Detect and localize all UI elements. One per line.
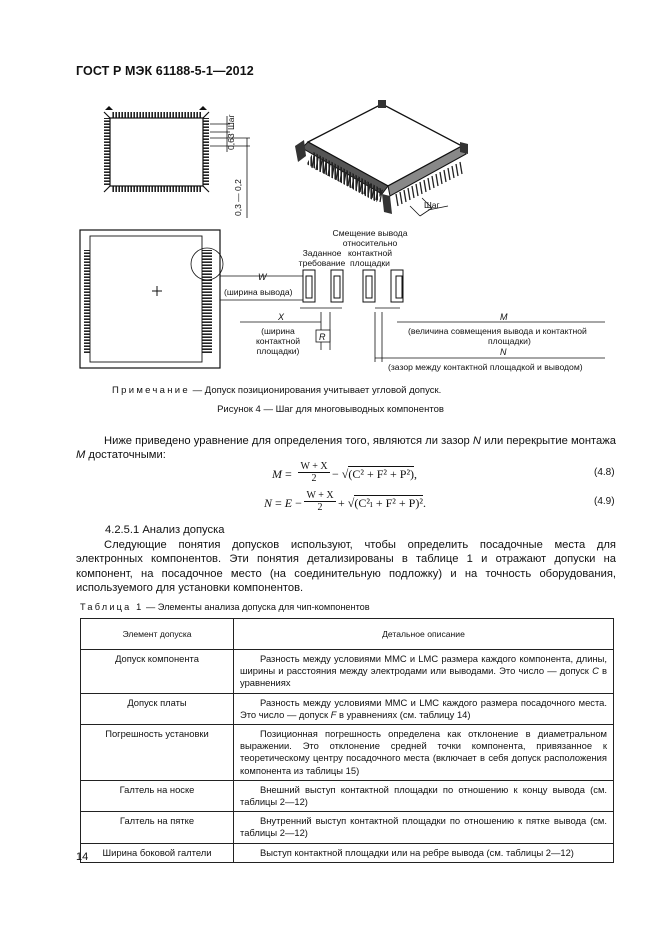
table-row bbox=[81, 812, 614, 843]
table-header-cell: Элемент допуска bbox=[81, 619, 234, 650]
figure-note bbox=[112, 385, 441, 396]
offset-title-4: площадки bbox=[350, 258, 390, 268]
w-label: W bbox=[258, 272, 267, 282]
pitch-dimension bbox=[210, 116, 250, 218]
table-row bbox=[81, 650, 614, 694]
table-cell-description: Выступ контактной площадки или на ребре вывода (см. таблицы 2—12) bbox=[234, 843, 614, 862]
offset-title-1: Смещение вывода bbox=[332, 228, 408, 238]
note-prefix: Примечание bbox=[112, 385, 190, 396]
pitch-value-label: 0,63 bbox=[226, 133, 236, 150]
table-cell-description: Позиционная погрешность определена как отклонение в диаметральном выражении. Это отклонение средней точки компонента, привязанное к теоретическому центру посадочного места (включает в себя допуск расположения компонента из таблицы 15) bbox=[234, 725, 614, 781]
required-label-1: Заданное bbox=[302, 248, 342, 258]
x-desc-2: контактной bbox=[255, 336, 301, 346]
offset-title-3: контактной bbox=[347, 248, 393, 258]
table-cell-element: Галтель на носке bbox=[81, 780, 234, 811]
x-label: X bbox=[278, 312, 285, 322]
m-desc-1: (величина совмещения вывода и контактной bbox=[408, 326, 587, 336]
table-header-cell: Детальное описание bbox=[234, 619, 614, 650]
intro-paragraph: Ниже приведено уравнение для определения того, являются ли зазор N или перекрытие монтажа M достаточными: bbox=[76, 435, 616, 462]
table-cell-description: Разность между условиями MMC и LMC размера каждого компонента, длины, ширины и расстояния между электродами или выводами. Это число — допуск C в уравнениях bbox=[234, 650, 614, 694]
qfp-isometric-view bbox=[295, 100, 468, 216]
table-header-row bbox=[81, 619, 614, 650]
section-paragraph: Следующие понятия допусков используют, чтобы определить посадочные места для электронных компонентов. Эти понятия детализированы в таблице 1 и отражают допуски на компонент, на посадочное место (на соединительную подложку) и на точность оборудования, используемого для установки компонентов. bbox=[76, 539, 616, 595]
figure-4-pitch-diagram bbox=[70, 90, 630, 380]
x-desc-3: площадки) bbox=[256, 346, 300, 356]
table-row bbox=[81, 780, 614, 811]
table-row bbox=[81, 693, 614, 724]
table-cell-element: Галтель на пятке bbox=[81, 812, 234, 843]
table-cell-element: Допуск компонента bbox=[81, 650, 234, 694]
large-qfp-top-view bbox=[80, 230, 223, 368]
equation-4-8-number: (4.8) bbox=[594, 467, 615, 478]
figure-caption: Рисунок 4 — Шаг для многовыводных компонентов bbox=[217, 404, 444, 415]
table-cell-element: Допуск платы bbox=[81, 693, 234, 724]
n-label: N bbox=[500, 347, 507, 357]
w-desc-label: (ширина вывода) bbox=[224, 287, 293, 297]
table-row bbox=[81, 843, 614, 862]
table-row bbox=[81, 725, 614, 781]
x-desc-1: (ширина bbox=[261, 326, 295, 336]
table-cell-description: Внешний выступ контактной площадки по отношению к концу вывода (см. таблицы 2—12) bbox=[234, 780, 614, 811]
tolerance-table bbox=[80, 618, 614, 863]
equation-4-9-number: (4.9) bbox=[594, 496, 615, 507]
table-cell-element: Погрешность установки bbox=[81, 725, 234, 781]
required-label-2: требование bbox=[298, 258, 346, 268]
n-desc-label: (зазор между контактной площадкой и выводом) bbox=[388, 362, 583, 372]
note-text: — Допуск позиционирования учитывает угловой допуск. bbox=[192, 385, 442, 396]
page-number: 14 bbox=[76, 851, 89, 863]
m-label: M bbox=[500, 312, 508, 322]
range-label: 0,3 — 0,2 bbox=[233, 179, 243, 216]
offset-title-2: относительно bbox=[342, 238, 398, 248]
r-label: R bbox=[319, 332, 326, 342]
section-title: 4.2.5.1 Анализ допуска bbox=[105, 524, 225, 536]
table-cell-element: Ширина боковой галтели bbox=[81, 843, 234, 862]
pitch-word-label: Шаг bbox=[226, 114, 236, 130]
document-header: ГОСТ Р МЭК 61188-5-1—2012 bbox=[76, 64, 254, 78]
m-desc-2: площадки) bbox=[488, 336, 531, 346]
table-cell-description: Разность между условиями MMC и LMC каждого размера посадочного места. Это число — допуск F в уравнениях (см. таблицу 14) bbox=[234, 693, 614, 724]
pitch-word-right-label: Шаг bbox=[424, 200, 440, 210]
table-cell-description: Внутренний выступ контактной площадки по отношению к пятке вывода (см. таблицы 2—12) bbox=[234, 812, 614, 843]
table-caption: Таблица 1 — Элементы анализа допуска для чип-компонентов bbox=[80, 602, 370, 612]
lead-detail bbox=[303, 270, 403, 302]
small-qfp-top-view bbox=[104, 106, 209, 192]
